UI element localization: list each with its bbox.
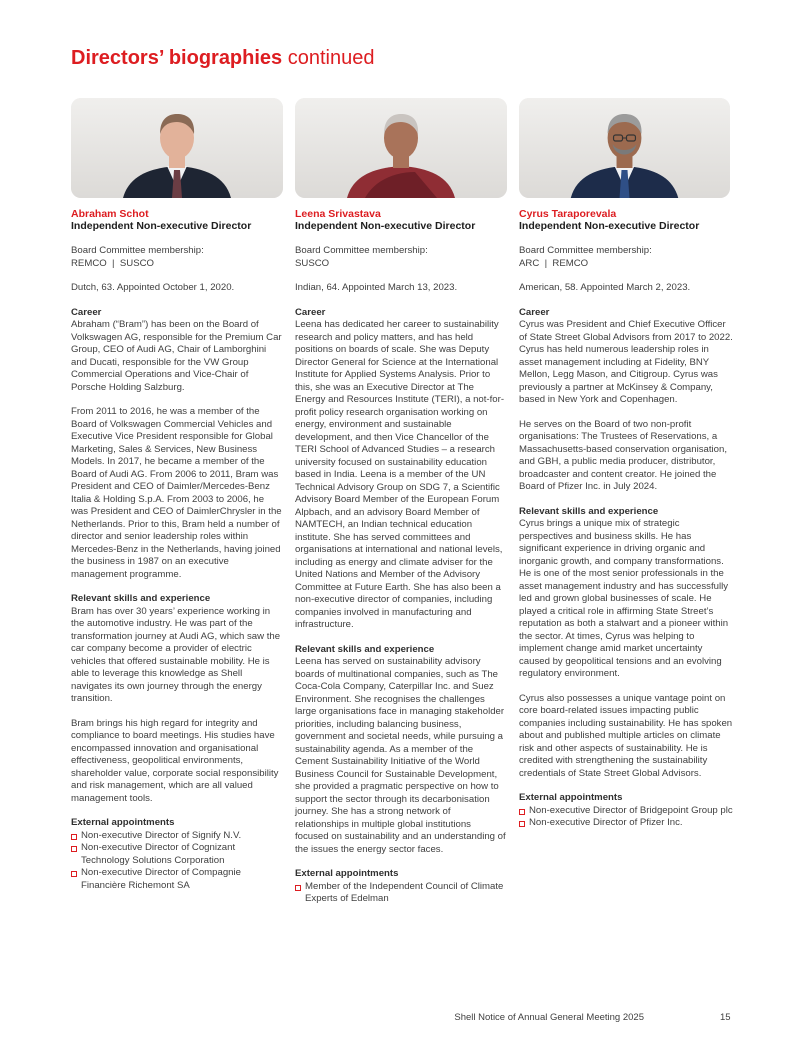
page-title-continued: continued (287, 47, 375, 69)
skills-heading: Relevant skills and experience (71, 593, 211, 604)
career-paragraph: Abraham (“Bram”) has been on the Board of Volkswagen AG, responsible for the Premium Car Group, CEO of Audi AG, Chair of Lamborghini and Ducati, responsible for the VW Group Commercial Operations and Vice-Chair of Porsche Holding Salzburg. (71, 319, 282, 393)
director-profile-3 (519, 98, 733, 830)
footer-document-title: Shell Notice of Annual General Meeting 2025 (454, 1012, 644, 1023)
list-item: Non-executive Director of Cognizant Technology Solutions Corporation (71, 842, 283, 867)
skills-paragraph: Bram has over 30 years’ experience working in the automotive industry. He was part of the transformation journey at Audi AG, which saw the car company become a provider of electric vehicles that offered sustainable mobility. He is able to leverage this knowledge as Shell navigates its own journey through the energy transition. (71, 605, 281, 704)
skills-paragraph: Leena has served on sustainability advisory boards of multinational companies, such as The Coca-Cola Company, Caterpillar Inc. and Suez Environment. She recognises the challenges large organisations face in managing stakeholder priorities, including balancing business, government and societal needs, while pursuing a sustainability agenda. As a member of the Cement Sustainability Initiative of the World Business Council for Sustainable Development, she provided a pragmatic perspective on how to support the sector through its decarbonisation journey. She has a strong network of relationships in multiple global institutions focused on sustainability and an understanding of the issues the energy sector faces. (295, 656, 506, 855)
external-appointments-list (519, 805, 733, 830)
director-photo (519, 98, 730, 198)
career-paragraph: He serves on the Board of two non-profit organisations: The Trustees of Reservations, a Massachusetts-based conservation organisation, and GBH, a public media producer, distributor, broadcaster and content creator. He joined the Board of Pfizer Inc. in July 2024. (519, 418, 727, 492)
skills-paragraph: Bram brings his high regard for integrity and compliance to board meetings. His studies have encompassed innovation and organisational effectiveness, geopolitical environments, shareholder value, corporate social responsibility and risk management, which are all valued management tools. (71, 717, 279, 804)
external-appointments-heading: External appointments (71, 817, 175, 828)
external-appointments-list (71, 830, 283, 893)
appointment-info: Dutch, 63. Appointed October 1, 2020. (71, 282, 235, 293)
career-heading: Career (519, 306, 550, 318)
committee-list: ARC | REMCO (519, 257, 589, 269)
external-appointments-heading: External appointments (295, 868, 399, 879)
career-paragraph: Cyrus was President and Chief Executive Officer of State Street Global Advisors from 2017 to 2022. Cyrus has held numerous leadership roles in asset management including at Fidelity, BNY Mellon, Legg Mason, and Citigroup. Cyrus was previously a partner at McKinsey & Company, based in New York and Copenhagen. (519, 319, 733, 405)
external-appointments-list (295, 881, 507, 906)
committee-label: Board Committee membership: (519, 245, 652, 256)
committee-list: REMCO | SUSCO (71, 257, 154, 269)
director-profile-1 (71, 98, 283, 892)
committee-label: Board Committee membership: (71, 245, 204, 256)
list-item: Non-executive Director of Bridgepoint Group plc (519, 805, 733, 818)
skills-paragraph: Cyrus brings a unique mix of strategic perspectives and business skills. He has significant experience in driving organic and inorganic growth, and company transformations. He is one of the most senior professionals in the asset management industry and has successfully led and grown global businesses of scale. He played a critical role in affirming State Street’s reputation as both a stalwart and a pioneer within the sector. At times, Cyrus was helping to implement change amid market uncertainty caused by geopolitical tensions and an evolving regulatory environment. (519, 518, 729, 679)
skills-heading: Relevant skills and experience (519, 505, 659, 517)
director-role: Independent Non-executive Director (295, 220, 476, 232)
list-item: Non-executive Director of Pfizer Inc. (519, 817, 733, 830)
career-heading: Career (295, 306, 326, 318)
portrait-man-dark-suit-icon (71, 98, 283, 198)
list-item: Member of the Independent Council of Climate Experts of Edelman (295, 881, 507, 906)
director-profile-2 (295, 98, 507, 906)
list-item: Non-executive Director of Signify N.V. (71, 830, 283, 843)
external-appointments-heading: External appointments (519, 792, 623, 803)
director-name: Leena Srivastava (295, 208, 381, 220)
director-photo (71, 98, 283, 198)
director-photo (295, 98, 507, 198)
career-paragraph: Leena has dedicated her career to sustainability research and policy matters, and has held positions on boards of scale. She was Deputy Director General for Science at the International Institute for Applied Systems Analysis. Prior to this, she was an Executive Director at The Energy and Resources Institute (TERI), a not-for-profit policy research organisation working on energy, environment and sustainable development, and then Vice Chancellor of the TERI School of Advanced Studies – a research university focused on sustainability education based in India. Leena is a member of the UN Technical Advisory Group on SDG 7, a Scientific Advisory Board Member of the European Forum Alpbach, and an advisory Board Member of NAMTECH, an Indian technical education institute. She has served committees and organisations at international and national levels, including as energy and climate adviser for the United Nations and Member of the Advisory Committee at Future Earth. She has also been a non-executive director of companies, including companies involved in manufacturing and infrastructure. (295, 319, 505, 630)
career-paragraph: From 2011 to 2016, he was a member of the Board of Volkswagen Commercial Vehicles and Executive Vice President responsible for Global Marketing, Sales & Services, New Business Models. In 2017, he became a member of the Board of Audi AG. From 2006 to 2011, Bram was President and CEO of Daimler/Mercedes-Benz Italia & Holding S.p.A. From 2003 to 2006, he was President and CEO of DaimlerChrysler in the Netherlands. Prior to this, Bram held a number of director and senior leadership roles within Mercedes-Benz in the Netherlands, having joined the business in 1987 on an executive management programme. (71, 406, 282, 580)
page-number: 15 (720, 1012, 731, 1023)
director-role: Independent Non-executive Director (71, 220, 252, 232)
committee-label: Board Committee membership: (295, 245, 428, 256)
portrait-man-navy-suit-glasses-icon (519, 98, 730, 198)
appointment-info: American, 58. Appointed March 2, 2023. (519, 282, 691, 293)
director-role: Independent Non-executive Director (519, 220, 700, 232)
career-heading: Career (71, 306, 102, 318)
page-title (71, 46, 374, 70)
list-item: Non-executive Director of Compagnie Financière Richemont SA (71, 867, 283, 892)
skills-paragraph: Cyrus also possesses a unique vantage point on core board-related issues impacting public companies including sustainability. He has spoken about and published multiple articles on climate risk and other aspects of sustainability. He is credited with strengthening the sustainability credentials of State Street Global Advisors. (519, 692, 733, 779)
director-name: Abraham Schot (71, 208, 149, 220)
portrait-woman-red-sari-icon (295, 98, 507, 198)
appointment-info: Indian, 64. Appointed March 13, 2023. (295, 282, 458, 293)
page-title-main: Directors’ biographies (71, 47, 283, 69)
skills-heading: Relevant skills and experience (295, 643, 435, 655)
committee-list: SUSCO (295, 257, 330, 269)
director-name: Cyrus Taraporevala (519, 208, 617, 220)
